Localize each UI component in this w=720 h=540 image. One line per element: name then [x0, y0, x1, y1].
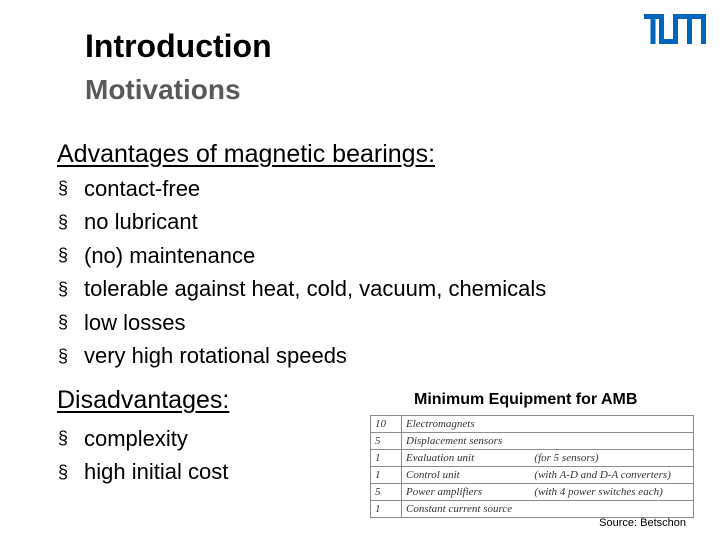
table-row: 1 Constant current source [371, 501, 694, 518]
table-row: 1 Evaluation unit (for 5 sensors) [371, 450, 694, 467]
advantages-list [58, 172, 546, 373]
advantages-heading: Advantages of magnetic bearings: [57, 140, 436, 168]
table-row: 5 Power amplifiers (with 4 power switches each) [371, 484, 694, 501]
list-item: § tolerable against heat, cold, vacuum, chemicals [58, 276, 547, 302]
bullet-icon: § [58, 245, 69, 266]
list-item: § very high rotational speeds [58, 343, 347, 369]
list-item: § contact-free [58, 175, 201, 201]
bullet-icon: § [58, 211, 69, 232]
list-item: § (no) maintenance [58, 242, 256, 268]
source-citation: Source: Betschon [599, 517, 686, 529]
list-item: § high initial cost [58, 459, 229, 485]
slide-subtitle: Motivations [85, 74, 241, 105]
bullet-icon: § [58, 278, 69, 299]
bullet-icon: § [58, 312, 69, 333]
bullet-icon: § [58, 428, 69, 449]
table-caption: Minimum Equipment for AMB [414, 391, 638, 408]
disadvantages-heading: Disadvantages: [57, 386, 230, 414]
disadvantages-list [58, 422, 228, 489]
list-item: § complexity [58, 425, 188, 451]
tum-logo-icon [644, 14, 706, 44]
bullet-icon: § [58, 178, 69, 199]
table-row: 10 Electromagnets [371, 416, 694, 433]
table-row: 1 Control unit (with A-D and D-A converters) [371, 467, 694, 484]
bullet-icon: § [58, 345, 69, 366]
bullet-icon: § [58, 461, 69, 482]
list-item: § low losses [58, 309, 186, 335]
equipment-table [370, 415, 694, 518]
slide-title: Introduction [85, 28, 272, 64]
list-item: § no lubricant [58, 209, 198, 235]
table-row: 5 Displacement sensors [371, 433, 694, 450]
